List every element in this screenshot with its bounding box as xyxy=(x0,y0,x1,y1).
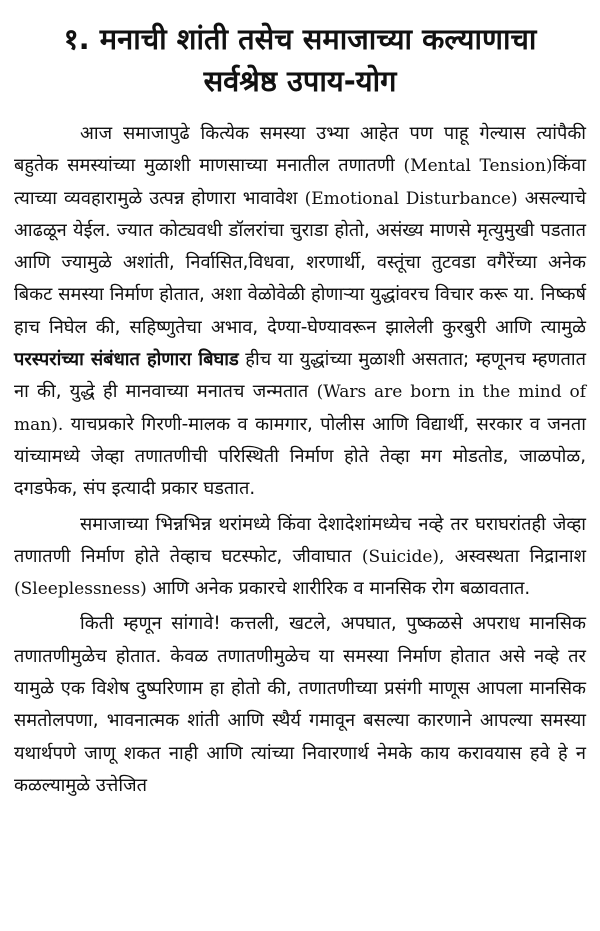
english-quote-wars: (Wars are born in the mind of man). xyxy=(14,382,586,435)
english-term-suicide: (Suicide), xyxy=(361,546,445,567)
paragraph-1 xyxy=(14,118,586,506)
paragraph-1-text-3: असल्याचे आढळून येईल. ज्यात कोट्यवधी डॉलरांचा चुराडा होतो, असंख्य माणसे मृत्युमुखी पडतात आणि ज्यामुळे अशांती, निर्वासित,विधवा, शरणार्थी, वस्तूंचा तुटवडा वगैरेंच्या अनेक बिकट समस्या निर्माण होतात, अशा वेळोवेळी होणाऱ्या युद्धांवरच विचार करू या. निष्कर्ष हाच निघेल की, सहिष्णुतेचा अभाव, देण्या-घेण्यावरून झालेली कुरबुरी आणि त्यामुळे xyxy=(14,187,586,338)
chapter-title xyxy=(14,18,586,102)
chapter-title-line-1: १. मनाची शांती तसेच समाजाच्या कल्याणाचा xyxy=(63,22,537,56)
paragraph-1-text-2: किंवा त्याच्या व्यवहारामुळे उत्पन्न होणारा भावावेश xyxy=(14,155,586,209)
paragraph-1-text-1: आज समाजापुढे कित्येक समस्या उभ्या आहेत पण पाहू गेल्यास त्यांपैकी बहुतेक समस्यांच्या मुळाशी माणसाच्या मनातील तणातणी xyxy=(14,123,586,177)
chapter-title-line-2: सर्वश्रेष्ठ उपाय-योग xyxy=(203,64,397,98)
paragraph-2-text-3: आणि अनेक प्रकारचे शारीरिक व मानसिक रोग बळावतात. xyxy=(152,578,531,600)
chapter-body xyxy=(14,118,586,802)
paragraph-3 xyxy=(14,608,586,802)
paragraph-2-text-1: समाजाच्या भिन्नभिन्न थरांमध्ये किंवा देशादेशांमध्येच नव्हे तर घराघरांतही जेव्हा तणातणी निर्माण होते तेव्हाच घटस्फोट, जीवाघात xyxy=(14,513,586,567)
emphasized-phrase: परस्परांच्या संबंधात होणारा बिघाड xyxy=(14,349,239,371)
paragraph-2-text-2: अस्वस्थता निद्रानाश xyxy=(454,545,586,567)
paragraph-1-text-4: हीच या युद्धांच्या मुळाशी असतात; म्हणूनच म्हणतात ना की, युद्धे ही मानवाच्या मनातच जन्मतात xyxy=(14,349,586,403)
paragraph-3-text: किती म्हणून सांगावे! कत्तली, खटले, अपघात, पुष्कळसे अपराध मानसिक तणातणीमुळेच होतात. केवळ तणातणीमुळेच या समस्या निर्माण होतात असे नव्हे तर यामुळे एक विशेष दुष्परिणाम हा होतो की, तणातणीच्या प्रसंगी माणूस आपला मानसिक समतोलपणा, भावनात्मक शांती आणि स्थैर्य गमावून बसल्या कारणाने आपल्या समस्या यथार्थपणे जाणू शकत नाही आणि त्यांच्या निवारणार्थ नेमके काय करावयास हवे हे न कळल्यामुळे उत्तेजित xyxy=(14,613,586,796)
paragraph-1-text-5: याचप्रकारे गिरणी-मालक व कामगार, पोलीस आणि विद्यार्थी, सरकार व जनता यांच्यामध्ये जेव्हा तणातणीची परिस्थिती निर्माण होते तेव्हा मग मोडतोड, जाळपोळ, दगडफेक, संप इत्यादी प्रकार घडतात. xyxy=(14,413,586,500)
english-term-mental-tension: (Mental Tension) xyxy=(403,156,553,177)
paragraph-2 xyxy=(14,509,586,606)
english-term-emotional-disturbance: (Emotional Disturbance) xyxy=(304,188,518,209)
english-term-sleeplessness: (Sleeplessness) xyxy=(14,579,147,600)
